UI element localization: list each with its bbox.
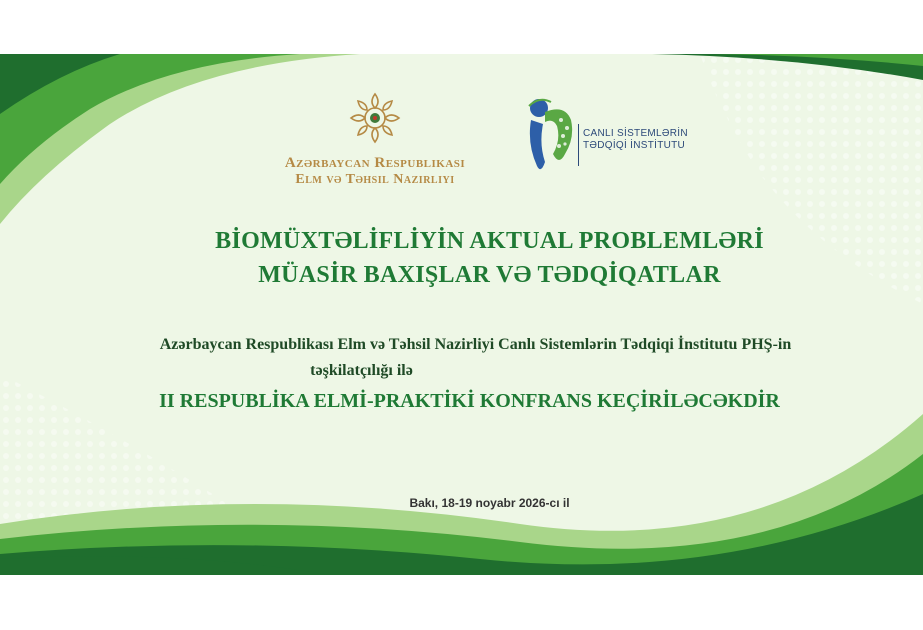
ministry-name-line2: Elm və Təhsil Nazirliyi bbox=[295, 172, 455, 187]
institute-divider bbox=[578, 124, 579, 166]
institute-name-line1: CANLI SİSTEMLƏRİN bbox=[583, 128, 688, 139]
banner bbox=[0, 54, 923, 575]
title-line1: BİOMÜXTƏLİFLİYİN AKTUAL PROBLEMLƏRİ bbox=[215, 228, 764, 254]
ministry-logo bbox=[265, 92, 485, 188]
conference-announcement: II RESPUBLİKA ELMİ-PRAKTİKİ KONFRANS KEÇİRİLƏCƏKDİR bbox=[159, 390, 780, 412]
institute-name-line2: TƏDQİQİ İNSTİTUTU bbox=[583, 140, 686, 151]
title-line2: MÜASİR BAXIŞLAR VƏ TƏDQİQATLAR bbox=[258, 262, 721, 288]
institute-name bbox=[583, 128, 688, 152]
ministry-ornament-emblem-icon bbox=[347, 92, 403, 144]
institute-logo bbox=[525, 94, 705, 184]
leopard-figure-emblem-icon bbox=[525, 94, 575, 184]
ministry-name-line1: Azərbaycan Respublikası bbox=[284, 155, 466, 171]
organizer-line1: Azərbaycan Respublikası Elm və Təhsil Nazirliyi Canlı Sistemlərin Tədqiqi İnstitutu PHŞ-in bbox=[159, 336, 792, 353]
event-date: Bakı, 18-19 noyabr 2026-cı il bbox=[409, 496, 570, 510]
organizer-line2: təşkilatçılığı ilə bbox=[310, 362, 413, 379]
